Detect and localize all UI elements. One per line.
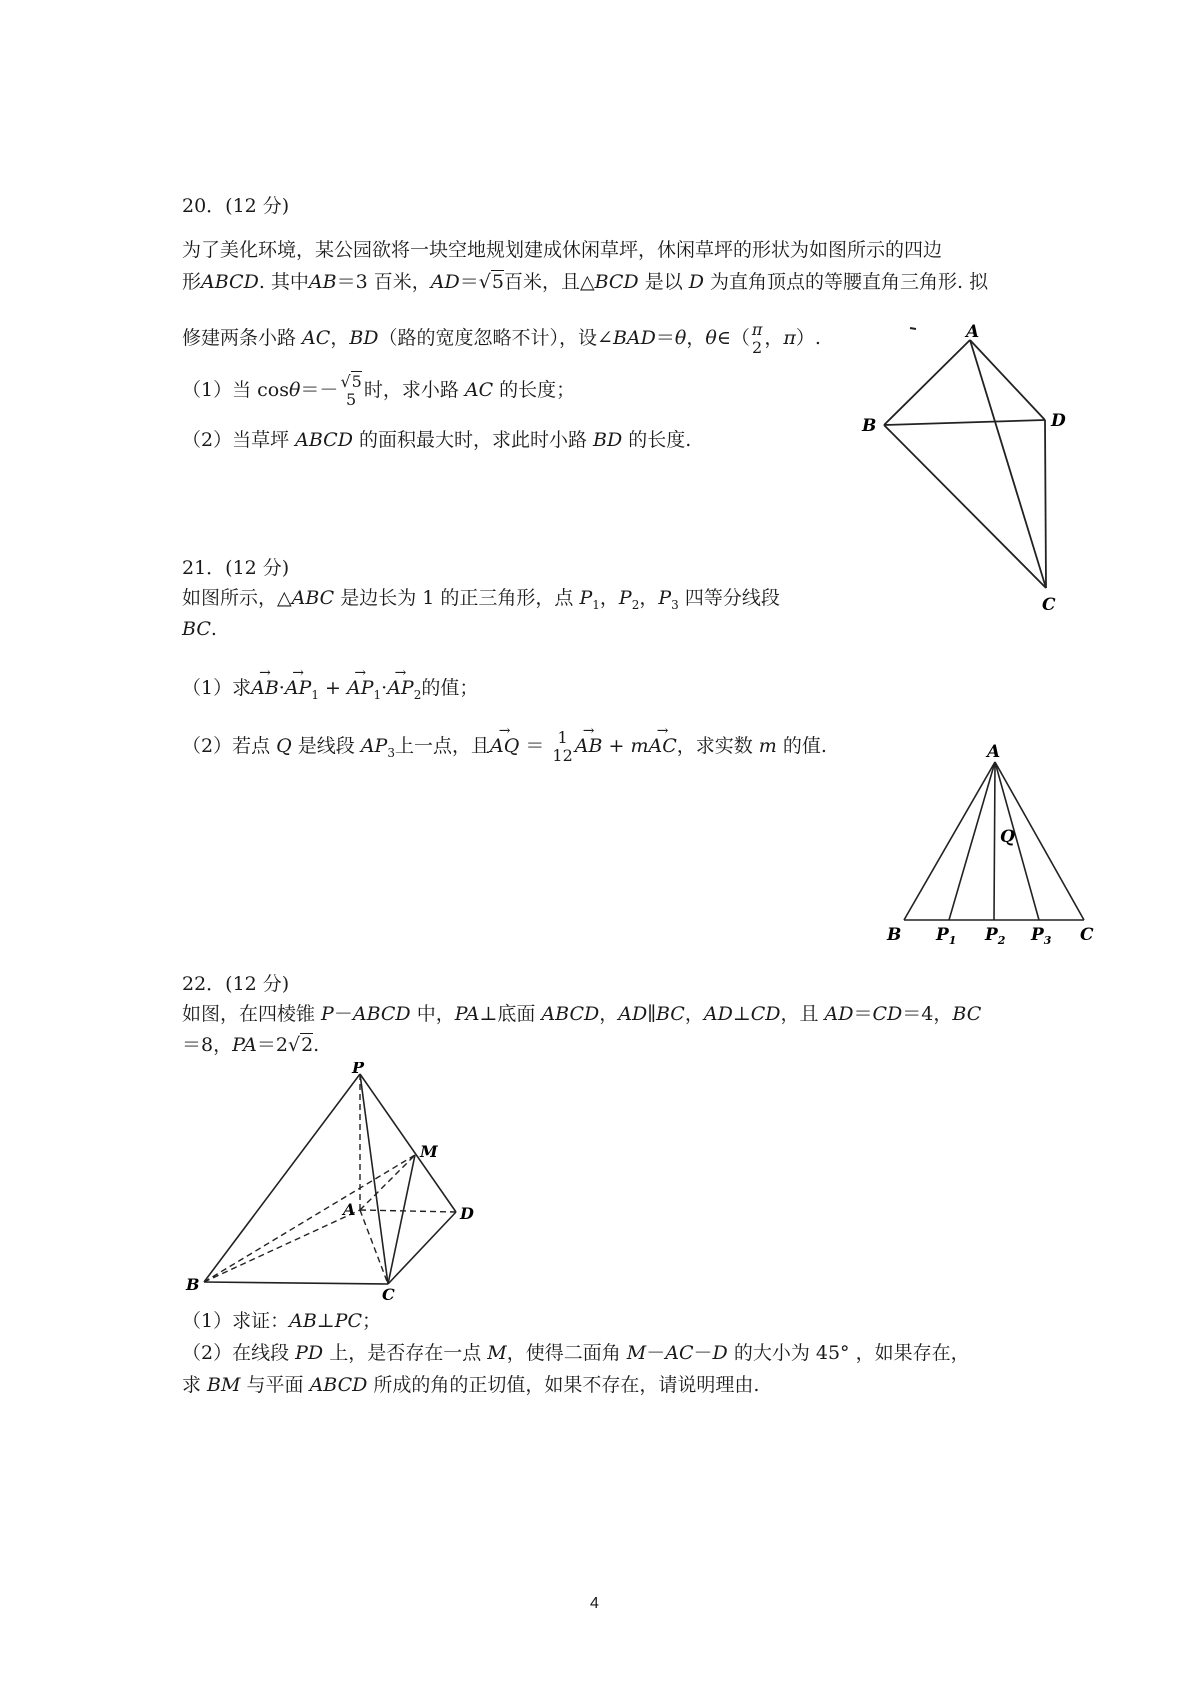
page-number: 4 xyxy=(590,1595,599,1612)
q20-label-d: D xyxy=(1051,411,1066,431)
q20-header: 20．(12 分) xyxy=(182,195,290,217)
q21-label-p3: $P_3$ xyxy=(1031,925,1052,947)
q21-label-p2: $P_2$ xyxy=(985,925,1006,947)
q22-figure xyxy=(180,1062,500,1302)
q20-text-line3: 修建两条小路 AC，BD（路的宽度忽略不计），设∠BAD＝θ，θ∈（ π 2 ，π）. xyxy=(182,320,821,357)
q22-part1: （1）求证：AB⊥PC； xyxy=(182,1310,381,1332)
q20-figure xyxy=(850,320,1080,620)
q21-text-line2: BC. xyxy=(182,618,217,640)
q22-part2: （2）在线段 PD 上，是否存在一点 M，使得二面角 M－AC－D 的大小为 45° ，如果存在， xyxy=(182,1342,970,1364)
q21-label-p1: $P_1$ xyxy=(936,925,957,947)
q21-part1: （1）求→ $AB\cdot\to AP_1$ + → $AP_1\cdot\to AP_2$的值； xyxy=(182,676,478,707)
q22-label-c: C xyxy=(382,1285,395,1302)
q22-text-line1: 如图，在四棱锥 P－ABCD 中，PA⊥底面 ABCD，AD∥BC，AD⊥CD，且 AD＝CD＝4，BC xyxy=(182,1003,982,1025)
q22-label-p: P xyxy=(352,1062,365,1077)
q21-label-q: Q xyxy=(1000,827,1015,847)
q20-label-c: C xyxy=(1042,595,1056,615)
q21-header: 21．(12 分) xyxy=(182,557,290,579)
q20-text-line2: 形ABCD. 其中AB＝3 百米，AD＝√5百米，且△BCD 是以 D 为直角顶点的等腰直角三角形. 拟 xyxy=(182,271,989,293)
q22-part2-cont: 求 BM 与平面 ABCD 所成的角的正切值，如果不存在，请说明理由. xyxy=(182,1374,760,1396)
q22-text-line2: ＝8，PA＝2√2. xyxy=(182,1034,320,1056)
q20-label-b: B xyxy=(862,416,877,436)
q22-label-b: B xyxy=(186,1275,200,1294)
q20-label-a: A xyxy=(966,322,980,342)
q21-figure xyxy=(870,740,1110,960)
q22-header: 22．(12 分) xyxy=(182,973,290,995)
q20-part1: （1）当 cosθ＝－ √5 5 时，求小路 AC 的长度； xyxy=(182,372,576,409)
q22-label-d: D xyxy=(460,1204,474,1223)
q21-label-b: B xyxy=(887,925,902,945)
q20-part2: （2）当草坪 ABCD 的面积最大时，求此时小路 BD 的长度. xyxy=(182,429,692,451)
q21-label-c: C xyxy=(1080,925,1094,945)
q22-label-m: M xyxy=(420,1142,438,1161)
q21-text-line1: 如图所示，△ABC 是边长为 1 的正三角形，点 $P_1$，$P_2$，$P_3$ 四等分线段 xyxy=(182,587,780,612)
q21-label-a: A xyxy=(987,742,1001,762)
q20-text-line1: 为了美化环境，某公园欲将一块空地规划建成休闲草坪，休闲草坪的形状为如图所示的四边 xyxy=(182,239,943,261)
q21-part2: （2）若点 Q 是线段 $AP_3$上一点，且→ AQ ＝ 1 12 → AB + m→ AC，求实数 m 的值. xyxy=(182,724,827,775)
q22-label-a: A xyxy=(343,1200,356,1219)
